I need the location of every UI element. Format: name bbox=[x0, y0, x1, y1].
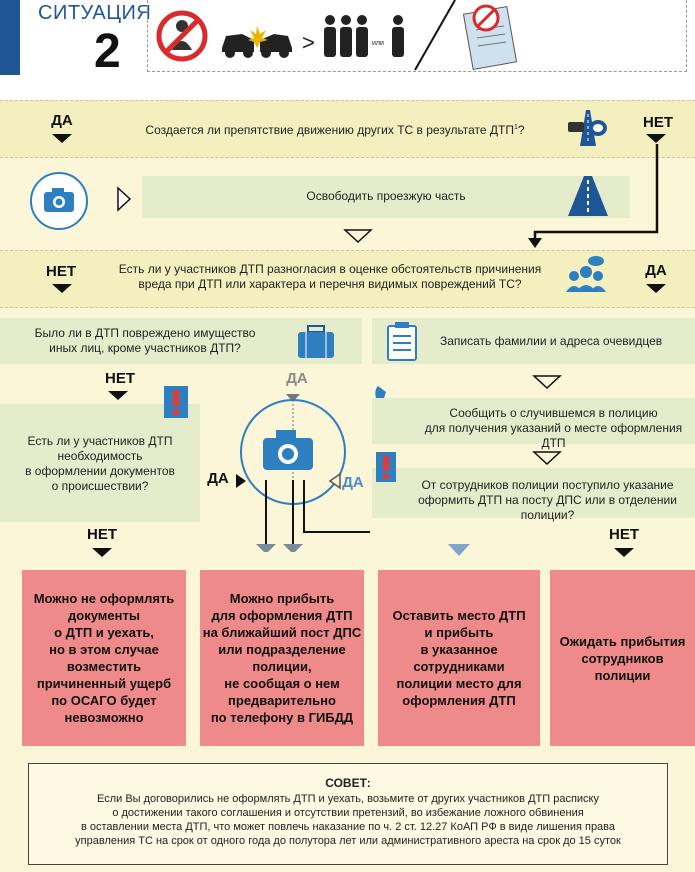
warning-icon bbox=[162, 384, 190, 420]
advice-line: управления ТС на срок от одного года до полутора лет или административного ареста на срок до 15 суток bbox=[75, 835, 621, 847]
clear-road-box: Освободить проезжую часть bbox=[142, 176, 630, 218]
right-yes-label: ДА bbox=[342, 474, 364, 491]
arrow-to-outcome-3 bbox=[444, 544, 474, 558]
no-document-icon bbox=[463, 6, 516, 69]
discussion-icon bbox=[562, 254, 610, 296]
or-text: или bbox=[372, 40, 384, 47]
header-icons bbox=[150, 0, 690, 75]
q5-no-arrow bbox=[614, 548, 634, 557]
q1-yes-arrow bbox=[52, 134, 72, 143]
q3-yes-label: ДА bbox=[286, 370, 308, 387]
outcome-2: Можно прибыть для оформления ДТП на ближайший пост ДПС или подразделение полиции, не сообщая о нем предварительно по телефону в ГИБДД bbox=[200, 570, 364, 746]
camera-icon bbox=[32, 174, 86, 228]
advice-line: в оставлении места ДТП, что может повлечь наказание по ч. 2 ст. 12.27 КоАП РФ в виде лишения права bbox=[80, 821, 616, 833]
down-arrow-outline-2 bbox=[532, 374, 562, 390]
q2-no-label: НЕТ bbox=[46, 263, 76, 280]
camera-icon-circle bbox=[30, 172, 88, 230]
q2-yes-label: ДА bbox=[645, 262, 667, 279]
report-box: Сообщить о случившемся в полицию для получения указаний о месте оформления ДТП bbox=[372, 398, 695, 444]
no-branch-connector bbox=[520, 140, 670, 250]
down-arrow-outline bbox=[343, 228, 373, 244]
q1-no-label: НЕТ bbox=[643, 114, 673, 131]
car-crash-icon bbox=[222, 26, 292, 58]
q4-no-arrow bbox=[92, 548, 112, 557]
down-arrow-outline-3 bbox=[532, 450, 562, 466]
warning-icon-2 bbox=[374, 450, 398, 484]
question-2: Есть ли у участников ДТП разногласия в оценке обстоятельств причинения вреда при ДТП или характера и перечня видимых повреждений ТС? bbox=[118, 262, 542, 291]
question-4-box: Есть ли у участников ДТП необходимость в оформлении документов о происшествии? bbox=[0, 404, 200, 522]
situation-label: СИТУАЦИЯ bbox=[38, 2, 152, 24]
advice-line: о достижении такого соглашения и отсутствии претензий, во избежание ложного обвинения bbox=[112, 807, 584, 819]
divider-slash bbox=[415, 0, 455, 70]
q3-no-arrow bbox=[108, 391, 128, 400]
q5-no-label: НЕТ bbox=[609, 526, 639, 543]
advice-title: СОВЕТ: bbox=[325, 776, 371, 790]
people-icon bbox=[324, 15, 368, 57]
q4-no-label: НЕТ bbox=[87, 526, 117, 543]
advice-box bbox=[28, 763, 668, 865]
q1-yes-label: ДА bbox=[51, 112, 73, 129]
advice-line: Если Вы договорились не оформлять ДТП и уехать, возьмите от других участников ДТП расписку bbox=[97, 793, 599, 805]
no-injury-icon bbox=[159, 13, 205, 59]
q2-no-arrow bbox=[52, 284, 72, 293]
outcome-3: Оставить место ДТП и прибыть в указанное сотрудниками полиции место для оформления ДТП bbox=[378, 570, 540, 746]
central-flow bbox=[200, 372, 370, 552]
suitcase-icon bbox=[294, 322, 338, 360]
person-icon bbox=[392, 15, 404, 57]
situation-number: 2 bbox=[94, 25, 121, 78]
left-yes-label: ДА bbox=[207, 470, 229, 487]
accent-strip bbox=[0, 0, 20, 75]
question-1: Создается ли препятствие движению других ТС в результате ДТП$^1$? bbox=[145, 123, 525, 137]
right-arrow-icon bbox=[116, 186, 132, 212]
svg-text:>: > bbox=[302, 30, 315, 55]
question-5-box: От сотрудников полиции поступило указание оформить ДТП на посту ДПС или в отделении полиции? bbox=[372, 468, 695, 518]
q2-yes-arrow bbox=[646, 284, 666, 293]
q3-no-label: НЕТ bbox=[105, 370, 135, 387]
outcome-1: Можно не оформлять документы о ДТП и уехать, но в этом случае возместить причиненный ущерб по ОСАГО будет невозможно bbox=[22, 570, 186, 746]
witnesses-text: Записать фамилии и адреса очевидцев bbox=[440, 334, 663, 348]
question-3-box: Было ли в ДТП повреждено имущество иных лиц, кроме участников ДТП? bbox=[0, 318, 362, 364]
outcome-4: Ожидать прибытия сотрудников полиции bbox=[550, 570, 695, 746]
clipboard-icon bbox=[380, 320, 424, 362]
